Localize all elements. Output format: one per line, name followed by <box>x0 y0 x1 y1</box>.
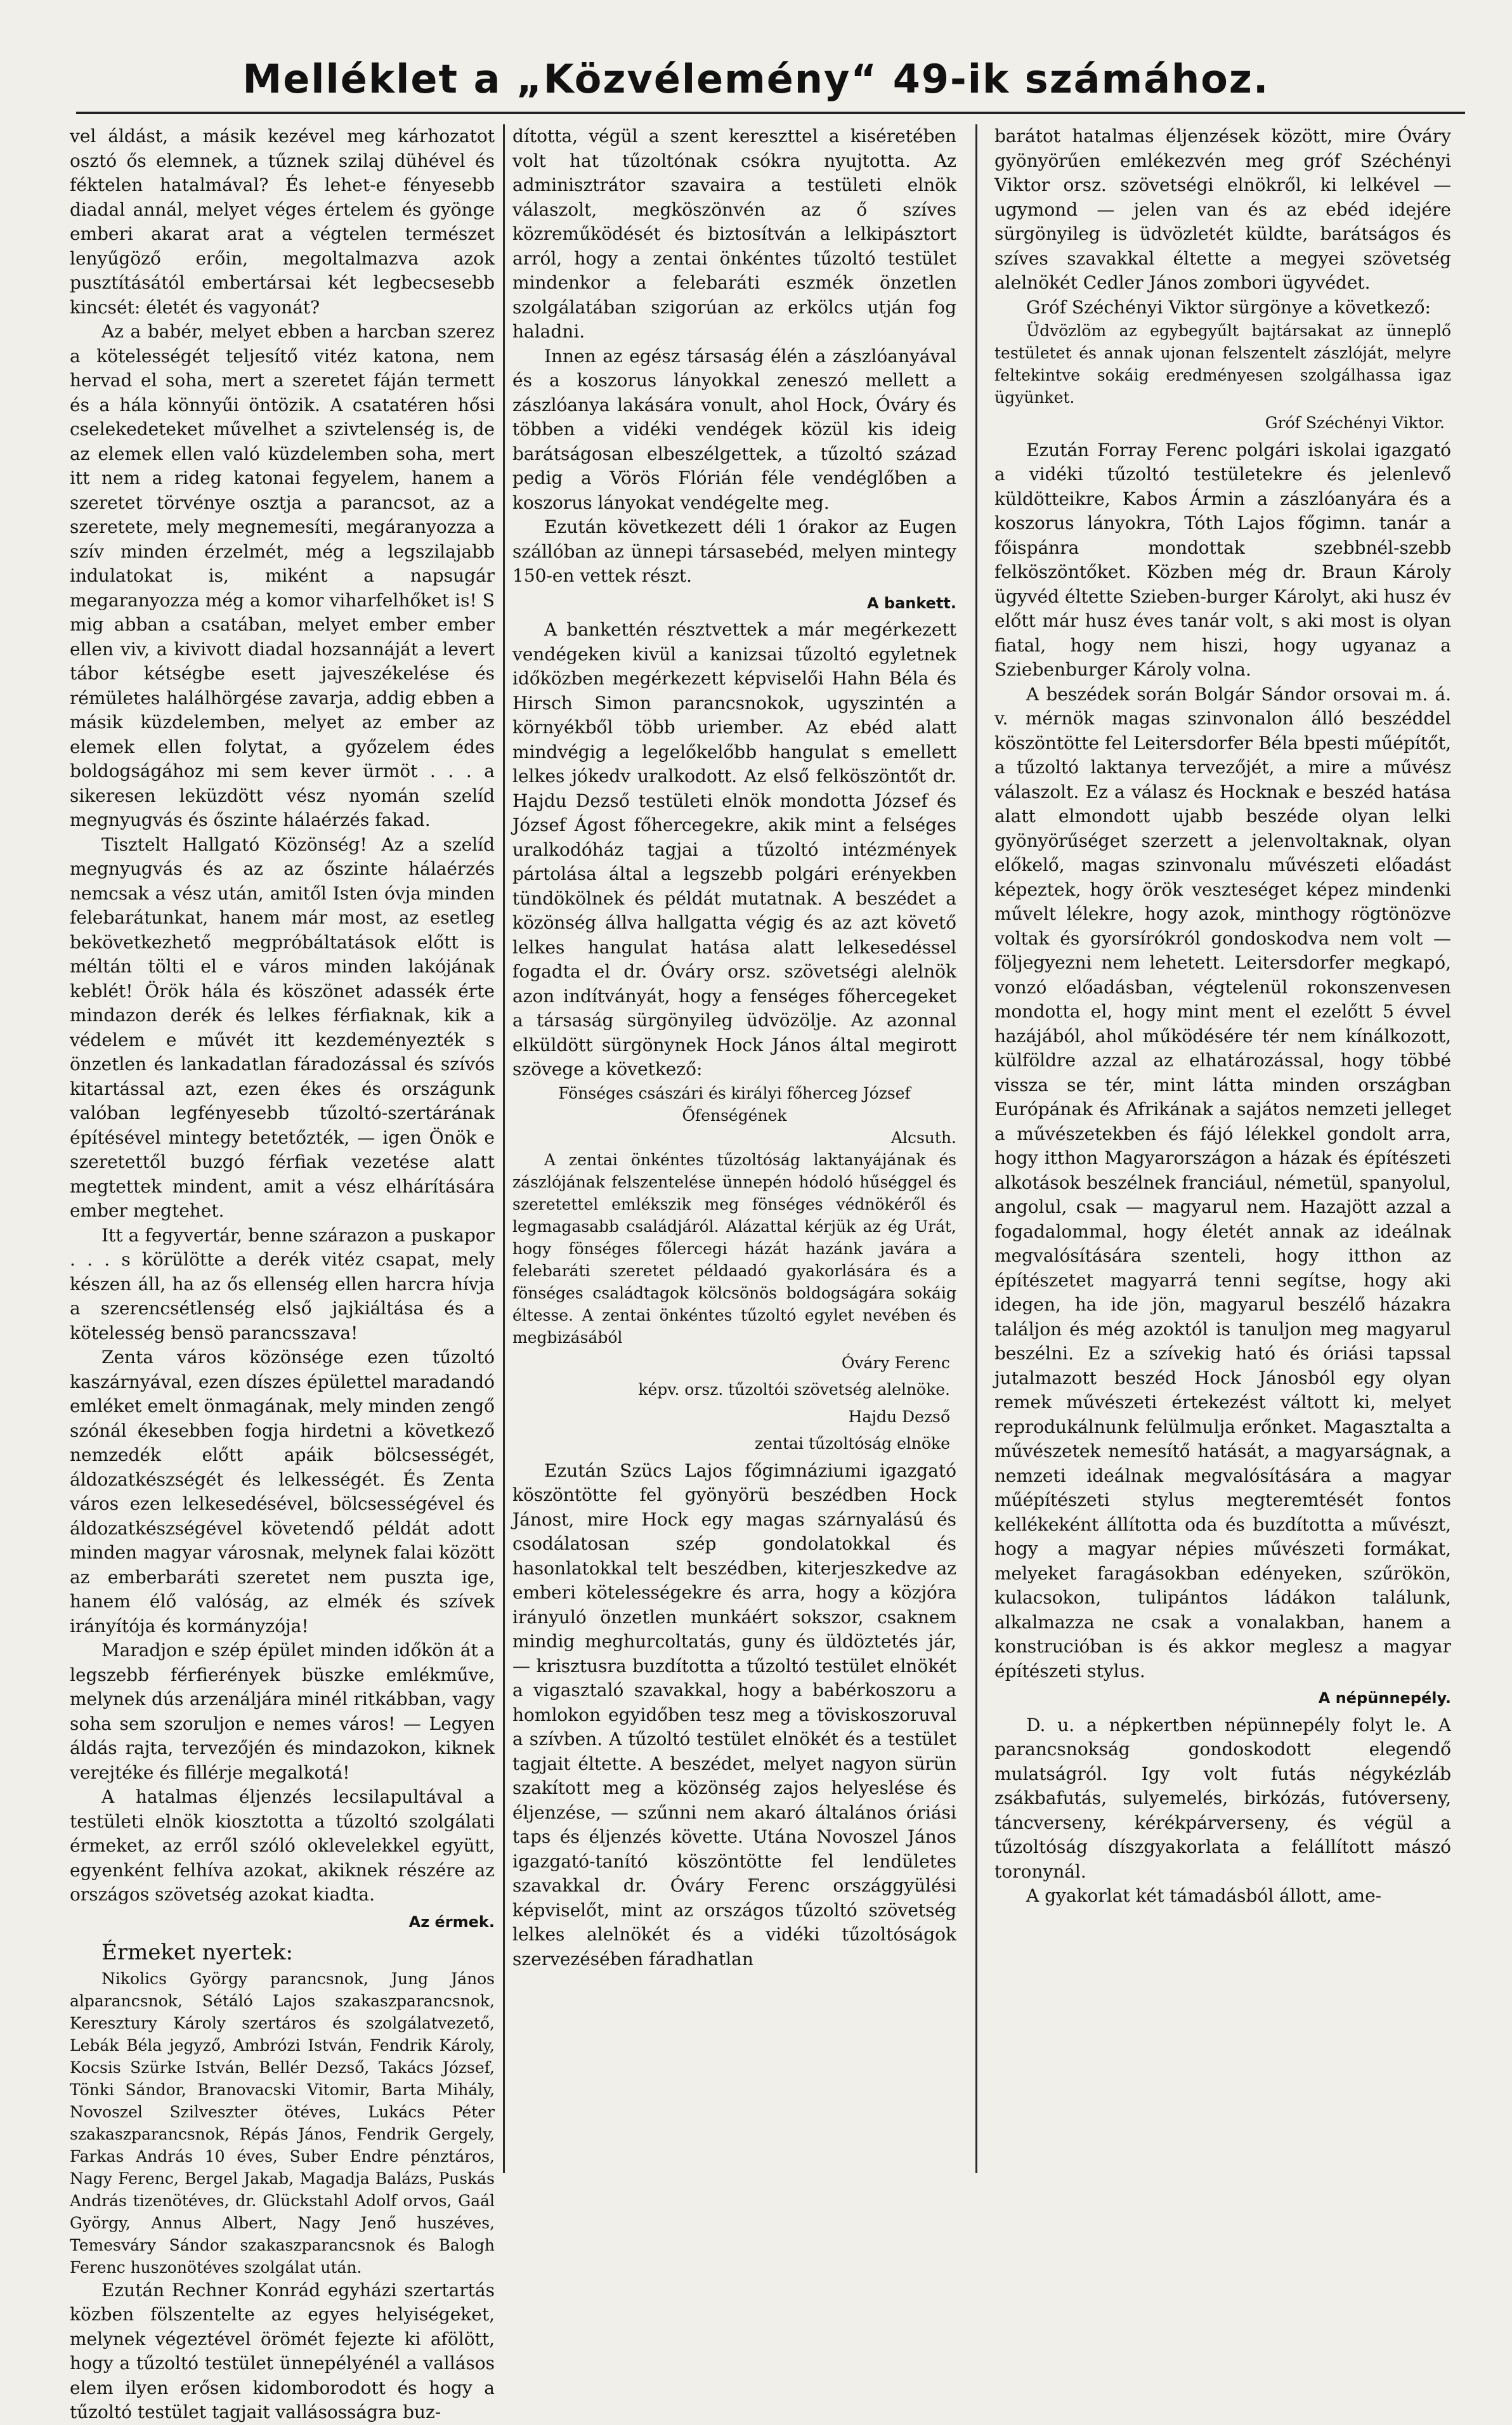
header-rule <box>76 112 1465 114</box>
medal-list: Nikolics György parancsnok, Jung János alparancsnok, Sétáló Lajos szakaszparancsnok, Keresztury Károly szertáros és szolgálatvezető, Lebák Béla jegyző, Ambrózi István, Fendrik Károly, Kocsis Szürke István, Bellér Dezső, Takács József, Tönki Sándor, Branovacski Vitomir, Barta Mihály, Novoszel Szilveszter ötéves, Lukács Péter szakaszparancsnok, Répás János, Fendrik Gergely, Farkas András 10 éves, Suber Endre pénztáros, Nagy Ferenc, Bergel Jakab, Magadja Balázs, Puskás András tizenötéves, dr. Glückstahl Adolf orvos, Gaál György, Annus Albert, Nagy Jenő huszéves, Temesváry Sándor szakaszparancsnok és Balogh Ferenc huszonötéves szolgálat után. <box>70 1969 495 2277</box>
column-divider <box>975 124 977 2173</box>
paragraph: Ezután Forray Ferenc polgári iskolai igazgató a vidéki tűzoltó testületekre és jelenlevő küldötteikre, Kabos Ármin a zászlóanyára és a koszorus lányokra, Tóth Lajos főgimn. tanár a főispánra mondottak szebbnél-szebb felköszöntőket. Közben még dr. Braun Károly ügyvéd éltette Szieben-burger Károlyt, aki husz év előtt már husz éves tanár volt, s aki most is olyan fiatal, hogy nem hiszi, hogy ugyanaz a Sziebenburger Károly volna. <box>994 439 1451 680</box>
signature-name: Gróf Széchényi Viktor. <box>1265 414 1445 432</box>
paragraph: vel áldást, a másik kezével meg kárhozatot osztó ős elemnek, a tűznek szilaj dühével és féktelen hatalmával? És lehet-e fényesebb diadal annál, melyet véges értelem és gyönge emberi akarat arat a végtelen természet lenyűgöző erőin, megoltalmazva azok pusztításától embertársai két legbecsesebb kincsét: életét és vagyonát? <box>70 126 495 318</box>
signature-name: Óváry Ferenc <box>841 1353 950 1372</box>
paragraph: Ezután következett déli 1 órakor az Eugen szállóban az ünnepi társasebéd, melyen mintegy 150-en vettek részt. <box>512 516 956 586</box>
paragraph: barátot hatalmas éljenzések között, mire Óváry gyönyörűen emlékezvén meg gróf Széchényi Viktor orsz. szövetségi elnökről, ki lelkével — ugymond — jelen van és az ebéd idejére sürgönyileg is üdvözletét küldte, barátságos és szíves szavakkal éltette a megyei szövetség alelnökét Cedler János zombori ügyvédet. <box>994 126 1451 293</box>
paragraph: A beszédek során Bolgár Sándor orsovai m. á. v. mérnök magas szinvonalon álló beszéddel köszöntötte fel Leitersdorfer Béla bpesti műépítőt, a tűzoltó laktanya tervezőjét, a mire a művész válaszolt. Ez a válasz és Hocknak e beszéd hatása alatt elmondott ujabb beszéde olyan lelki gyönyörűséget szerzett a jelenvoltaknak, olyan előkelő, magas szinvonalu művészeti előadást képeztek, hogy örök veszteséget képez mindenki művelt lélekre, hogy azok, minthogy rögtönözve voltak és gyorsírókról gondoskodva nem volt — följegyezni nem lehetett. Leitersdorfer megkapó, vonzó előadásban, végtelenül rokonszenvesen mondotta el, hogy mint ment el ezelőtt 5 évvel hazájából, ahol működésére tér nem kínálkozott, külföldre azzal az elhatározással, hogy többé vissza se tér, mint látta minden országban Európának és Afrikának a sajátos nemzeti jelleget a művészetekben és fájó lélekkel gondolt arra, hogy itthon Magyarországon a házak és építészeti alkotások beszélnek franciául, németül, spanyolul, angolul, csak — magyarul nem. Hazajött azzal a fogadalommal, hogy életét annak az ideálnak megvalósítására szenteli, hogy itthon az építészetet magyarrá tenni segítse, hogy aki idegen, ha ide jön, magyarul beszélő házakra találjon és még azoktól is tanuljon meg magyarul beszélni. Ez a szívekig ható és óriási tapssal jutalmazott beszéd Hock Jánosból egy olyan remek művészeti értekezést váltott ki, melyet reprodukálnunk felülmulja erőnket. Magasztalta a művészetek nemesítő hatását, a magyarságnak, a nemzeti ideálnak megvalósítására a magyar műépítészeti stylus megteremtését fontos kellékeként állította oda és buzdította a művészt, hogy a magyar népies művészeti formákat, melyeket faragásokban edényeken, szűrökön, kulacsokon, tulipántos ládákon találunk, alkalmazza ne csak a vonalakban, hanem a konstrucióban is és akkor meglesz a magyar építészeti stylus. <box>994 683 1451 1682</box>
paragraph: D. u. a népkertben népünnepély folyt le. A parancsnokság gondoskodott elegendő mulatságról. Igy volt futás négykézláb zsákbafutás, sulyemelés, birkózás, futóverseny, táncverseny, kérékpárverseny, és végül a tűzoltóság díszgyakorlata a felállított mászó toronynál. <box>994 1714 1451 1882</box>
signature-role: zentai tűzoltóság elnöke <box>755 1434 950 1453</box>
section-heading: A népünnepély. <box>1318 1689 1451 1707</box>
paragraph: Gróf Széchényi Viktor sürgönye a következő: <box>1026 296 1431 318</box>
paragraph: Tisztelt Hallgató Közönség! Az a szelíd megnyugvás és az az őszinte hálaérzés nemcsak a vész után, amitől Isten óvja minden felebarátunkat, hanem már most, az esetleg bekövetkezhető megpróbáltatások előtt is méltán tölti el e város minden lakójának keblét! Örök hála és köszönet adassék érte mindazon derék és lelkes férfiaknak, kik a védelem e művét itt kezdeményezték s önzetlen és lankadatlan fáradozással és szívós kitartással azt, ezen ékes és országunk valóban legfényesebb tűzoltó-szertárának építésével mintegy betetőzték, — igen Önök e szeretettől buzgó férfiak vezetése alatt megtettek mindent, amit a vész elhárítására ember megtehet. <box>70 833 495 1221</box>
paragraph: A bankettén résztvettek a már megérkezett vendégeken kivül a kanizsai tűzoltó egyletnek időközben megérkezett képviselői Hahn Béla és Hirsch Simon parancsnokok, ugyszintén a környékből több uriember. Az ebéd alatt mindvégig a legelőkelőbb hangulat s emellett lelkes jókedv uralkodott. Az első felköszöntőt dr. Hajdu Dezső testületi elnök mondotta József és József Ágost főhercegekre, akik mint a felséges uralkodóház tagjai a tűzoltó intézmények pártolása által a legszebb polgári erényekben tündökölnek és példát mutatnak. A beszédet a közönség állva hallgatta végig és az azt követő lelkes hangulat hatása alatt lelkesedéssel fogadta el dr. Óváry orsz. szövetségi alelnök azon indítványát, hogy a fenséges főhercegeket a társaság sürgönyileg üdvözölje. Az azonnal elküldött sürgönynek Hock János által megirott szövege a következő: <box>512 619 956 1080</box>
telegram-body: A zentai önkéntes tűzoltóság laktanyájának és zászlójának felszentelése ünnepén hódoló hűséggel és szeretettel emlékszik meg fönséges védnökéről és legmagasabb családjáról. Alázattal kérjük az ég Urát, hogy fönséges főlercegi házát hazánk javára a felebaráti szeretet példaadó gyakorlására és a fönséges családtagok kölcsönös boldogságára sokáig éltesse. A zentai önkéntes tűzoltó egylet nevében és megbizásából <box>512 1150 956 1347</box>
column-1 <box>70 124 495 2422</box>
section-heading: A bankett. <box>866 594 956 612</box>
telegram-address: Fönséges császári és királyi főherceg József Őfenségének <box>558 1083 911 1125</box>
signature-name: Hajdu Dezső <box>848 1407 950 1426</box>
paragraph: dította, végül a szent kereszttel a kiséretében volt hat tűzoltónak csókra nyujtotta. Az adminisztrátor szavaira a testületi elnök válaszolt, megköszönvén az ő szíves közreműködését és biztosítván a lelkipásztort arról, hogy a zentai önkéntes tűzoltó testület mindenkor a felebaráti eszmék önzetlen szolgálatában szigorúan az erkölcs utján fog haladni. <box>512 126 956 342</box>
column-3 <box>994 124 1451 2173</box>
paragraph: A hatalmas éljenzés lecsilapultával a testületi elnök kiosztotta a tűzoltó szolgálati érmeket, az erről szóló oklevelekkel együtt, egyenként felhíva azokat, akiknek részére az országos szövetség azokat kiadta. <box>70 1786 495 1905</box>
paragraph: A gyakorlat két támadásból állott, ame- <box>1026 1885 1382 1906</box>
column-2 <box>512 124 956 2173</box>
subheading: Érmeket nyertek: <box>101 1940 293 1965</box>
telegram-body: Üdvözlöm az egybegyűlt bajtársakat az ünneplő testületet és annak ujonan felszentelt zászlóját, melyre feltekintve sokáig eredményesen szolgálhassa igaz ügyünket. <box>994 322 1451 407</box>
paragraph: Zenta város közönsége ezen tűzoltó kaszárnyával, ezen díszes épülettel maradandó emléket emelt önmagának, mely minden zengő szónál ékesebben fogja hirdetni a következő nemzedék előtt apáik bölcsességét, áldozatkészségét és lelkességét. És Zenta város ezen lelkesedésével, bölcsességével és áldozatkészségével követendő példát adott minden magyar városnak, melynek falai között az emberbaráti szeretet nem puszta ige, hanem élő valóság, az elmék és szívek irányítója és kormányzója! <box>70 1347 495 1637</box>
paragraph: Ezután Rechner Konrád egyházi szertartás közben fölszentelte az egyes helyiségeket, melynek végeztével örömét fejezte ki afölött, hogy a tűzoltó testület ünnepélyénél a vallásos elem ilyen erősen kidomborodott és hogy a tűzoltó testület tagjait vallásosságra buz- <box>70 2279 495 2422</box>
paragraph: Innen az egész társaság élén a zászlóanyával és a koszorus lányokkal zeneszó mellett a zászlóanya lakására vonult, ahol Hock, Óváry és többen a vidéki vendégek közül kis ideig barátságosan elbeszélgettek, a tűzoltó század pedig a Vörös Flórián féle vendéglőben a koszorus lányokat vendégelte meg. <box>512 345 956 513</box>
section-heading: Az érmek. <box>408 1912 495 1931</box>
paragraph: Maradjon e szép épület minden időkön át a legszebb férfierények büszke emlékműve, melynek dús arzenáljára minél ritkábban, vagy soha sem szoruljon e nemes város! — Legyen áldás rajta, tervezőjén és mindazokon, kiknek verejtéke és fillérje megalkotá! <box>70 1640 495 1783</box>
signature-role: képv. orsz. tűzoltói szövetség alelnöke. <box>638 1380 950 1399</box>
telegram-place: Alcsuth. <box>890 1128 956 1147</box>
masthead: Melléklet a „Közvélemény“ 49-ik számához. <box>242 56 1270 102</box>
paragraph: Itt a fegyvertár, benne szárazon a puskapor . . . s körülötte a derék vitéz csapat, mely készen áll, ha az ős ellenség ellen harcra hívja a szerencsétlenség első jajkiáltása és a kötelesség bensö parancsszava! <box>70 1224 495 1343</box>
column-divider <box>503 124 505 2173</box>
paragraph: Az a babér, melyet ebben a harcban szerez a kötelességét teljesítő vitéz katona, nem hervad el soha, mert a szeretet fáján termett és a hála könnyűi öntözik. A csatatéren hősi cselekedeteket művelhet a szivtelenség is, de az elemek ellen való küzdelemben soha, mert itt nem a rideg katonai fegyelem, hanem a szeretet törvénye osztja a parancsot, az a szeretete, mely megnemesíti, megáranyozza a szív minden érzelmét, még a legszilajabb indulatokat is, miként a napsugár megaranyozza még a komor viharfelhőket is! S mig abban a csatában, melyet ember ember ellen viv, a kivivott diadal hozsannáját a levert tábor kétségbe esett jajveszékelése és rémületes halálhörgése zavarja, addig ebben a másik küzdelemben, melyet az ember az elemek ellen folytat, a győzelem édes boldogságához mi sem kever ürmöt . . . a sikeresen leküzdött vész nyomán szelíd megnyugvás és őszinte hálaérzés fakad. <box>70 321 495 830</box>
paragraph: Ezután Szücs Lajos főgimnáziumi igazgató köszöntötte fel gyönyörü beszédben Hock Jánost, mire Hock egy magas szárnyalású és csodálatosan szép gondolatokkal és hasonlatokkal telt beszédben, kiterjeszkedve az emberi kötelességekre és arra, hogy a közjóra irányuló önzetlen munkáért sokszor, csaknem mindig meghurcoltatás, guny és üldöztetés jár, — krisztusra buzdította a tűzoltó testület elnökét a vigasztaló szavakkal, hogy a babérkoszoru a homlokon egyidőben tesz meg a töviskoszoruval a szívben. A tűzoltó testület elnökét és a testület tagjait éltette. A beszédet, melyet nagyon sürün szakított meg a közönség zajos helyeslése és éljenzése, — szűnni nem akaró általános óriási taps és éljenzés követte. Utána Novoszel János igazgató-tanító köszöntötte fel lendületes szavakkal dr. Óváry Ferenc országgyülési képviselőt, mint az országos tűzoltó szövetség lelkes alelnökét és a vidéki tűzoltóságok szervezésében fáradhatlan <box>512 1460 956 1970</box>
